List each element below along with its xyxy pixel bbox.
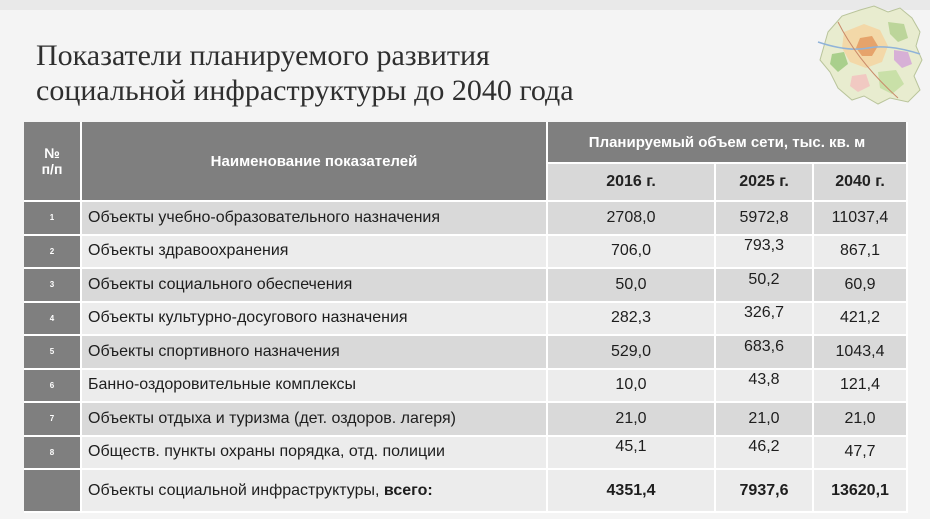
value-2040: 21,0 <box>814 403 908 437</box>
value-2025 <box>716 370 814 404</box>
col-header-number: № п/п <box>24 122 82 202</box>
total-row-number-cell <box>24 470 82 513</box>
value-2025-text: 326,7 <box>743 304 785 322</box>
value-2040: 60,9 <box>814 269 908 303</box>
table-row <box>24 403 908 437</box>
row-number: 4 <box>24 303 82 337</box>
total-name-bold: всего: <box>383 481 433 499</box>
value-2016: 282,3 <box>548 303 716 337</box>
infrastructure-table <box>24 122 908 513</box>
value-2016: 21,0 <box>548 403 716 437</box>
col-header-2040: 2040 г. <box>814 164 908 202</box>
row-number: 1 <box>24 202 82 236</box>
value-2040: 121,4 <box>814 370 908 404</box>
value-2025-text: 50,2 <box>748 270 780 288</box>
col-header-2025: 2025 г. <box>716 164 814 202</box>
value-2040: 421,2 <box>814 303 908 337</box>
total-2040: 13620,1 <box>814 470 908 513</box>
total-2025: 7937,6 <box>716 470 814 513</box>
row-name: Объекты культурно-досугового назначения <box>82 303 548 337</box>
city-map-image <box>808 2 926 106</box>
value-2016: 50,0 <box>548 269 716 303</box>
table-row <box>24 303 908 337</box>
slide-title: Показатели планируемого развития социальной инфраструктуры до 2040 года <box>36 39 574 107</box>
value-2016: 706,0 <box>548 236 716 270</box>
row-name: Обществ. пункты охраны порядка, отд. полиции <box>82 437 548 471</box>
col-header-name: Наименование показателей <box>82 122 548 202</box>
value-2025 <box>716 236 814 270</box>
table-row <box>24 336 908 370</box>
col-header-2016: 2016 г. <box>548 164 716 202</box>
col-header-planned-volume: Планируемый объем сети, тыс. кв. м <box>548 122 908 164</box>
value-2025 <box>716 437 814 471</box>
row-number: 7 <box>24 403 82 437</box>
row-number: 3 <box>24 269 82 303</box>
row-name: Объекты отдыха и туризма (дет. оздоров. лагеря) <box>82 403 548 437</box>
value-2016: 10,0 <box>548 370 716 404</box>
value-2040: 11037,4 <box>814 202 908 236</box>
total-row-name <box>82 470 548 513</box>
value-2025 <box>716 303 814 337</box>
top-band <box>0 0 930 10</box>
row-name: Банно-оздоровительные комплексы <box>82 370 548 404</box>
value-2016: 2708,0 <box>548 202 716 236</box>
table-total-row <box>24 470 908 513</box>
table-row <box>24 236 908 270</box>
value-2025 <box>716 269 814 303</box>
value-2025 <box>716 336 814 370</box>
table-row <box>24 437 908 471</box>
value-2025: 5972,8 <box>716 202 814 236</box>
row-number: 6 <box>24 370 82 404</box>
row-number: 5 <box>24 336 82 370</box>
value-2025-text: 793,3 <box>743 237 785 255</box>
table-row <box>24 202 908 236</box>
value-2025-text: 46,2 <box>748 438 780 456</box>
value-2016-text: 45,1 <box>615 438 647 456</box>
row-number: 8 <box>24 437 82 471</box>
value-2040: 1043,4 <box>814 336 908 370</box>
row-number: 2 <box>24 236 82 270</box>
value-2025-text: 683,6 <box>743 337 785 355</box>
total-2016: 4351,4 <box>548 470 716 513</box>
total-name-text: Объекты социальной инфраструктуры, <box>88 481 384 499</box>
value-2016 <box>548 437 716 471</box>
row-name: Объекты спортивного назначения <box>82 336 548 370</box>
value-2025-text: 43,8 <box>748 371 780 389</box>
table-row <box>24 370 908 404</box>
row-name: Объекты здравоохранения <box>82 236 548 270</box>
table-row <box>24 269 908 303</box>
value-2040: 867,1 <box>814 236 908 270</box>
value-2025: 21,0 <box>716 403 814 437</box>
value-2016: 529,0 <box>548 336 716 370</box>
value-2040: 47,7 <box>814 437 908 471</box>
row-name: Объекты социального обеспечения <box>82 269 548 303</box>
row-name: Объекты учебно-образовательного назначения <box>82 202 548 236</box>
